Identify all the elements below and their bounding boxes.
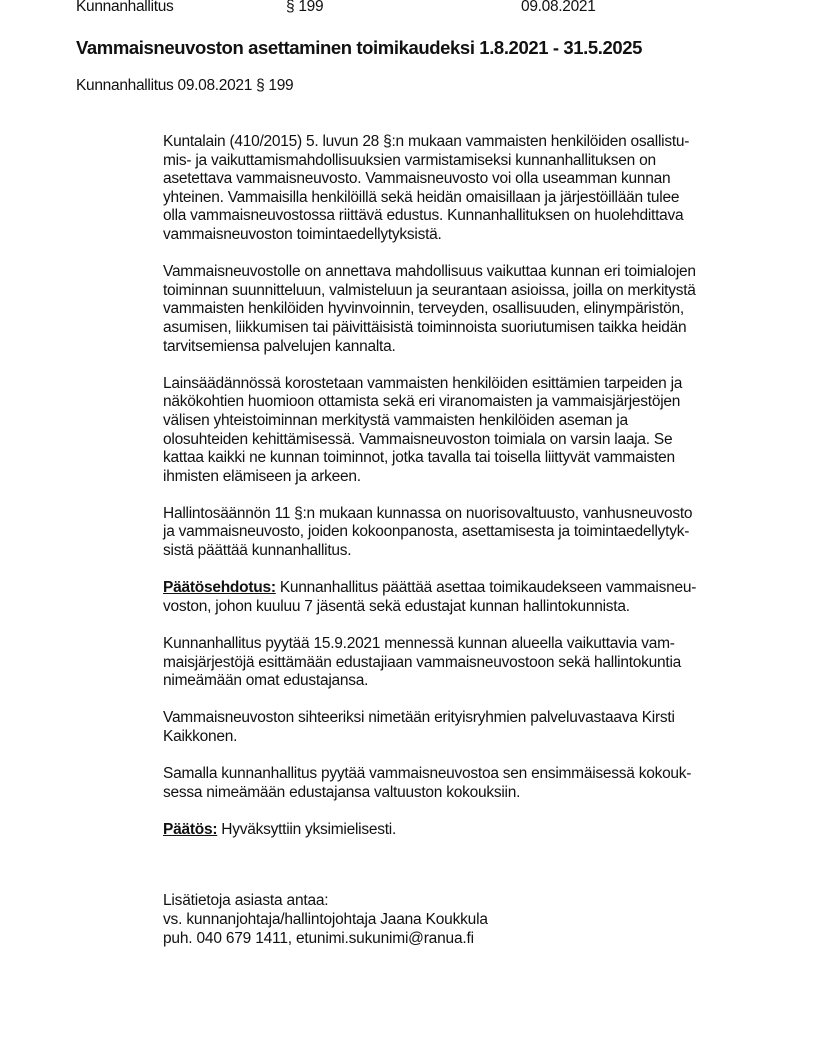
text-line: Hallintosäännön 11 §:n mukaan kunnassa on nuorisovaltuusto, vanhusneuvosto [163, 504, 693, 522]
paragraph-legislation [163, 375, 743, 487]
text-line: Vammaisneuvoston sihteeriksi nimetään erityisryhmien palveluvastaava Kirsti [163, 709, 675, 727]
text-line: vammaisneuvoston toimintaedellytyksistä. [163, 225, 442, 243]
text-line: Samalla kunnanhallitus pyytää vammaisneuvostoa sen ensimmäisessä kokouk- [163, 765, 692, 783]
contact-info [163, 891, 488, 948]
text-line: näkökohtien huomioon ottamista sekä eri viranomaisten ja vammaisjärjestöjen [163, 393, 681, 411]
meeting-reference: Kunnanhallitus 09.08.2021 § 199 [76, 77, 294, 94]
text-line: asetettava vammaisneuvosto. Vammaisneuvosto voi olla useamman kunnan [163, 170, 671, 188]
text-line: asumisen, liikkumisen tai päivittäisistä toiminnoista suoriutumisen taikka heidän [163, 318, 687, 336]
decision-text: Hyväksyttiin yksimielisesti. [217, 820, 397, 838]
text-line: nimeämään omat edustajansa. [163, 672, 369, 690]
text-line: Lainsäädännössä korostetaan vammaisten henkilöiden esittämien tarpeiden ja [163, 374, 683, 392]
text-line: Vammaisneuvostolle on annettava mahdollisuus vaikuttaa kunnan eri toimialojen [163, 263, 696, 281]
header-date: 09.08.2021 [521, 0, 596, 15]
text-line: olla vammaisneuvostossa riittävä edustus. Kunnanhallituksen on huolehdittava [163, 207, 684, 225]
text-line: välisen yhteistoiminnan merkitystä vammaisten henkilöiden aseman ja [163, 411, 628, 429]
contact-person: vs. kunnanjohtaja/hallintojohtaja Jaana Koukkula [163, 911, 488, 928]
paragraph-secretary [163, 709, 743, 746]
text-line: tarvitsemiensa palvelujen kannalta. [163, 337, 396, 355]
text-line: vammaisten henkilöiden hyvinvoinnin, terveyden, osallisuuden, elinympäristön, [163, 300, 684, 318]
decision-label: Päätös: [163, 820, 218, 838]
contact-phone-email: puh. 040 679 1411, etunimi.sukunimi@ranua.fi [163, 930, 474, 947]
document-title: Vammaisneuvoston asettaminen toimikaudeksi 1.8.2021 - 31.5.2025 [76, 37, 643, 58]
text-line [163, 821, 743, 840]
text-line: sessa nimeämään edustajansa valtuuston kokouksiin. [163, 783, 521, 801]
text-line: sistä päättää kunnanhallitus. [163, 542, 352, 560]
paragraph-decision [163, 821, 743, 840]
text-line: mis- ja vaikuttamismahdollisuuksien varmistamiseksi kunnanhallituksen on [163, 151, 656, 169]
text-line: ihmisten elämiseen ja arkeen. [163, 467, 361, 485]
proposal-label: Päätösehdotus: [163, 579, 276, 597]
text-line [163, 579, 743, 598]
document-body [163, 133, 743, 858]
paragraph-representative [163, 765, 743, 802]
text-line: toiminnan suunnitteluun, valmisteluun ja seurantaan asioissa, joilla on merkitystä [163, 281, 696, 299]
text-line: maisjärjestöjä esittämään edustajiaan vammaisneuvostoon sekä hallintokuntia [163, 653, 682, 671]
text-line: kattaa kaikki ne kunnan toiminnot, jotka tavalla tai toisella liittyvät vammaisten [163, 449, 675, 467]
text-line: voston, johon kuuluu 7 jäsentä sekä edustajat kunnan hallintokunnista. [163, 597, 630, 615]
contact-intro: Lisätietoja asiasta antaa: [163, 892, 329, 909]
text-line: Kaikkonen. [163, 728, 238, 745]
text-line: ja vammaisneuvosto, joiden kokoonpanosta, asettamisesta ja toimintaedellytyk- [163, 523, 690, 541]
text-line: Kunnanhallitus pyytää 15.9.2021 mennessä kunnan alueella vaikuttavia vam- [163, 635, 675, 653]
paragraph-legal-basis [163, 133, 743, 245]
header-section-number: § 199 [286, 0, 324, 15]
text-line: yhteinen. Vammaisilla henkilöillä sekä heidän omaisillaan ja järjestöillään tulee [163, 188, 680, 206]
paragraph-administrative-rules [163, 505, 743, 561]
text-line: Kuntalain (410/2015) 5. luvun 28 §:n mukaan vammaisten henkilöiden osallistu- [163, 133, 690, 150]
paragraph-influence [163, 263, 743, 356]
header-body-name: Kunnanhallitus [76, 0, 174, 15]
paragraph-proposal [163, 579, 743, 616]
text-line: olosuhteiden kehittämisessä. Vammaisneuvoston toimiala on varsin laaja. Se [163, 430, 673, 448]
paragraph-request [163, 635, 743, 691]
proposal-text: Kunnanhallitus päättää asettaa toimikaudekseen vammaisneu- [275, 579, 697, 597]
